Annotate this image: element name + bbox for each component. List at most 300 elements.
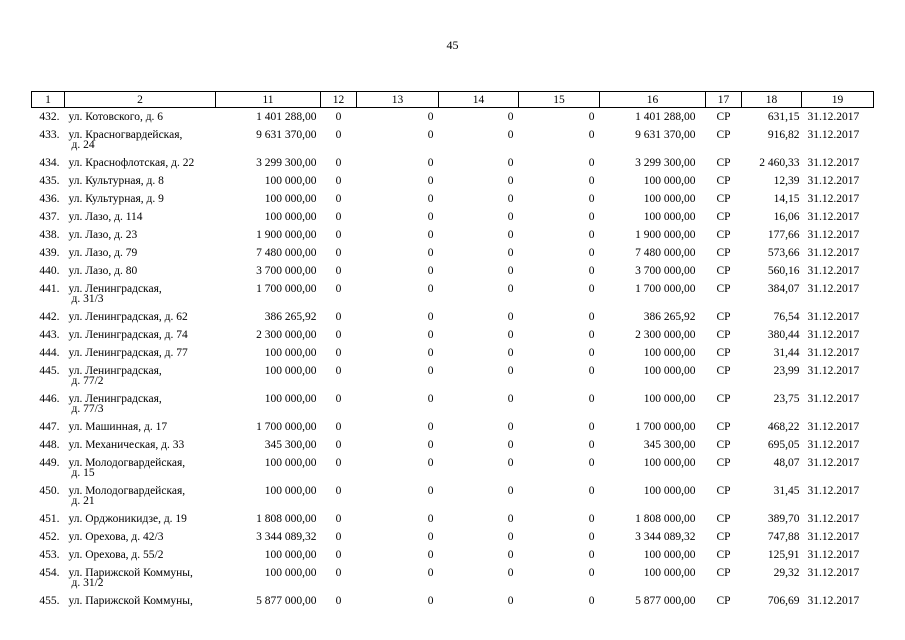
col13-cell: 0 bbox=[427, 311, 434, 323]
address-line: ул. Ленинградская, д. 74 bbox=[68, 329, 188, 341]
date-cell: 31.12.2017 bbox=[807, 329, 860, 341]
address-cell bbox=[65, 190, 216, 208]
col12-cell: 0 bbox=[335, 567, 342, 579]
col14-cell: 0 bbox=[507, 247, 514, 259]
col14-cell: 0 bbox=[507, 129, 514, 141]
price-cell: 380,44 bbox=[767, 329, 800, 341]
row-number: 446. bbox=[39, 393, 60, 405]
address-cell bbox=[65, 362, 216, 390]
col15-cell: 0 bbox=[588, 211, 595, 223]
address-cell bbox=[65, 510, 216, 528]
col12-cell: 0 bbox=[335, 129, 342, 141]
col15-cell: 0 bbox=[588, 129, 595, 141]
col12-cell: 0 bbox=[335, 311, 342, 323]
price-cell: 31,44 bbox=[773, 347, 800, 359]
price-cell: 14,15 bbox=[773, 193, 800, 205]
total-cell: 5 877 000,00 bbox=[635, 595, 696, 607]
col12-cell: 0 bbox=[335, 457, 342, 469]
price-cell: 29,32 bbox=[773, 567, 800, 579]
address-line: ул. Лазо, д. 23 bbox=[68, 229, 138, 241]
col12-cell: 0 bbox=[335, 265, 342, 277]
column-header: 12 bbox=[321, 92, 357, 108]
date-cell: 31.12.2017 bbox=[807, 567, 860, 579]
col14-cell: 0 bbox=[507, 329, 514, 341]
col14-cell: 0 bbox=[507, 211, 514, 223]
address-line: ул. Парижской Коммуны, bbox=[68, 595, 193, 607]
address-line: ул. Орехова, д. 42/3 bbox=[68, 531, 164, 543]
row-number: 444. bbox=[39, 347, 60, 359]
address-line: ул. Орджоникидзе, д. 19 bbox=[68, 513, 187, 525]
total-cell: 7 480 000,00 bbox=[635, 247, 696, 259]
address-cell bbox=[65, 308, 216, 326]
col13-cell: 0 bbox=[427, 457, 434, 469]
col14-cell: 0 bbox=[507, 567, 514, 579]
address-line: д. 31/3 bbox=[71, 293, 104, 305]
col13-cell: 0 bbox=[427, 193, 434, 205]
column-header: 2 bbox=[65, 92, 216, 108]
col14-cell: 0 bbox=[507, 421, 514, 433]
address-cell bbox=[65, 436, 216, 454]
row-number: 451. bbox=[39, 513, 60, 525]
col15-cell: 0 bbox=[588, 513, 595, 525]
date-cell: 31.12.2017 bbox=[807, 365, 860, 377]
col13-cell: 0 bbox=[427, 129, 434, 141]
col12-cell: 0 bbox=[335, 439, 342, 451]
col15-cell: 0 bbox=[588, 347, 595, 359]
address-cell bbox=[65, 564, 216, 592]
price-cell: 468,22 bbox=[767, 421, 800, 433]
source-cell: СР bbox=[716, 457, 731, 469]
col14-cell: 0 bbox=[507, 311, 514, 323]
col15-cell: 0 bbox=[588, 393, 595, 405]
col13-cell: 0 bbox=[427, 247, 434, 259]
total-cell: 9 631 370,00 bbox=[635, 129, 696, 141]
sum-cell: 100 000,00 bbox=[264, 175, 317, 187]
col12-cell: 0 bbox=[335, 347, 342, 359]
sum-cell: 100 000,00 bbox=[264, 193, 317, 205]
address-line: д. 24 bbox=[71, 139, 95, 151]
table-row bbox=[32, 564, 874, 592]
source-cell: СР bbox=[716, 329, 731, 341]
address-line: ул. Лазо, д. 80 bbox=[68, 265, 138, 277]
table-row bbox=[32, 280, 874, 308]
address-line: ул. Ленинградская, bbox=[68, 365, 162, 377]
price-cell: 573,66 bbox=[767, 247, 800, 259]
row-number: 440. bbox=[39, 265, 60, 277]
col15-cell: 0 bbox=[588, 595, 595, 607]
address-line: ул. Парижской Коммуны, bbox=[68, 567, 193, 579]
col12-cell: 0 bbox=[335, 531, 342, 543]
address-line: ул. Краснофлотская, д. 22 bbox=[68, 157, 195, 169]
date-cell: 31.12.2017 bbox=[807, 595, 860, 607]
total-cell: 100 000,00 bbox=[643, 393, 696, 405]
address-line: ул. Лазо, д. 79 bbox=[68, 247, 138, 259]
total-cell: 3 299 300,00 bbox=[635, 157, 696, 169]
col15-cell: 0 bbox=[588, 457, 595, 469]
address-line: д. 77/2 bbox=[71, 375, 104, 387]
address-cell bbox=[65, 244, 216, 262]
address-cell bbox=[65, 126, 216, 154]
table-row bbox=[32, 326, 874, 344]
date-cell: 31.12.2017 bbox=[807, 439, 860, 451]
address-cell bbox=[65, 326, 216, 344]
row-number: 448. bbox=[39, 439, 60, 451]
sum-cell: 2 300 000,00 bbox=[256, 329, 317, 341]
row-number: 450. bbox=[39, 485, 60, 497]
table-row bbox=[32, 418, 874, 436]
col15-cell: 0 bbox=[588, 229, 595, 241]
table-row bbox=[32, 154, 874, 172]
table-row bbox=[32, 262, 874, 280]
date-cell: 31.12.2017 bbox=[807, 531, 860, 543]
address-line: ул. Ленинградская, д. 77 bbox=[68, 347, 188, 359]
sum-cell: 9 631 370,00 bbox=[256, 129, 317, 141]
date-cell: 31.12.2017 bbox=[807, 393, 860, 405]
total-cell: 1 700 000,00 bbox=[635, 283, 696, 295]
total-cell: 100 000,00 bbox=[643, 549, 696, 561]
address-line: ул. Культурная, д. 9 bbox=[68, 193, 164, 205]
col14-cell: 0 bbox=[507, 595, 514, 607]
total-cell: 386 265,92 bbox=[643, 311, 696, 323]
sum-cell: 100 000,00 bbox=[264, 485, 317, 497]
sum-cell: 1 808 000,00 bbox=[256, 513, 317, 525]
sum-cell: 100 000,00 bbox=[264, 549, 317, 561]
col14-cell: 0 bbox=[507, 513, 514, 525]
col13-cell: 0 bbox=[427, 531, 434, 543]
row-number: 452. bbox=[39, 531, 60, 543]
col13-cell: 0 bbox=[427, 111, 434, 123]
col12-cell: 0 bbox=[335, 513, 342, 525]
column-header: 1 bbox=[32, 92, 65, 108]
address-cell bbox=[65, 280, 216, 308]
col15-cell: 0 bbox=[588, 157, 595, 169]
sum-cell: 7 480 000,00 bbox=[256, 247, 317, 259]
row-number: 438. bbox=[39, 229, 60, 241]
address-line: ул. Механическая, д. 33 bbox=[68, 439, 185, 451]
col12-cell: 0 bbox=[335, 211, 342, 223]
col14-cell: 0 bbox=[507, 393, 514, 405]
sum-cell: 100 000,00 bbox=[264, 457, 317, 469]
col14-cell: 0 bbox=[507, 193, 514, 205]
col14-cell: 0 bbox=[507, 175, 514, 187]
total-cell: 100 000,00 bbox=[643, 567, 696, 579]
col12-cell: 0 bbox=[335, 329, 342, 341]
date-cell: 31.12.2017 bbox=[807, 111, 860, 123]
price-cell: 23,75 bbox=[773, 393, 800, 405]
address-line: ул. Красногвардейская, bbox=[68, 129, 183, 141]
column-header: 17 bbox=[706, 92, 742, 108]
address-cell bbox=[65, 546, 216, 564]
table-row bbox=[32, 362, 874, 390]
page-number: 45 bbox=[446, 38, 459, 52]
col14-cell: 0 bbox=[507, 457, 514, 469]
sum-cell: 100 000,00 bbox=[264, 211, 317, 223]
address-line: ул. Котовского, д. 6 bbox=[68, 111, 164, 123]
address-cell bbox=[65, 390, 216, 418]
source-cell: СР bbox=[716, 111, 731, 123]
date-cell: 31.12.2017 bbox=[807, 513, 860, 525]
col12-cell: 0 bbox=[335, 193, 342, 205]
col13-cell: 0 bbox=[427, 439, 434, 451]
source-cell: СР bbox=[716, 513, 731, 525]
col12-cell: 0 bbox=[335, 393, 342, 405]
col13-cell: 0 bbox=[427, 329, 434, 341]
source-cell: СР bbox=[716, 421, 731, 433]
source-cell: СР bbox=[716, 211, 731, 223]
total-cell: 1 900 000,00 bbox=[635, 229, 696, 241]
price-cell: 706,69 bbox=[767, 595, 800, 607]
column-header: 19 bbox=[802, 92, 874, 108]
price-cell: 16,06 bbox=[773, 211, 800, 223]
table-body bbox=[32, 108, 874, 611]
table-row bbox=[32, 592, 874, 610]
date-cell: 31.12.2017 bbox=[807, 283, 860, 295]
row-number: 436. bbox=[39, 193, 60, 205]
col13-cell: 0 bbox=[427, 549, 434, 561]
address-cell bbox=[65, 208, 216, 226]
total-cell: 3 344 089,32 bbox=[635, 531, 696, 543]
source-cell: СР bbox=[716, 311, 731, 323]
column-header: 13 bbox=[357, 92, 439, 108]
date-cell: 31.12.2017 bbox=[807, 549, 860, 561]
row-number: 445. bbox=[39, 365, 60, 377]
sum-cell: 1 401 288,00 bbox=[256, 111, 317, 123]
column-header: 18 bbox=[742, 92, 802, 108]
date-cell: 31.12.2017 bbox=[807, 175, 860, 187]
source-cell: СР bbox=[716, 283, 731, 295]
col13-cell: 0 bbox=[427, 211, 434, 223]
date-cell: 31.12.2017 bbox=[807, 457, 860, 469]
source-cell: СР bbox=[716, 365, 731, 377]
total-cell: 3 700 000,00 bbox=[635, 265, 696, 277]
table-row bbox=[32, 454, 874, 482]
total-cell: 100 000,00 bbox=[643, 175, 696, 187]
col13-cell: 0 bbox=[427, 157, 434, 169]
column-header: 14 bbox=[439, 92, 519, 108]
address-line: д. 21 bbox=[71, 495, 95, 507]
address-line: д. 31/2 bbox=[71, 577, 104, 589]
row-number: 437. bbox=[39, 211, 60, 223]
address-line: ул. Ленинградская, bbox=[68, 393, 162, 405]
price-cell: 48,07 bbox=[773, 457, 800, 469]
source-cell: СР bbox=[716, 193, 731, 205]
table-row bbox=[32, 436, 874, 454]
total-cell: 100 000,00 bbox=[643, 485, 696, 497]
price-cell: 12,39 bbox=[773, 175, 800, 187]
col13-cell: 0 bbox=[427, 229, 434, 241]
row-number: 442. bbox=[39, 311, 60, 323]
column-header: 15 bbox=[519, 92, 600, 108]
col12-cell: 0 bbox=[335, 229, 342, 241]
table-row bbox=[32, 226, 874, 244]
address-line: ул. Лазо, д. 114 bbox=[68, 211, 143, 223]
col14-cell: 0 bbox=[507, 229, 514, 241]
sum-cell: 3 344 089,32 bbox=[256, 531, 317, 543]
total-cell: 1 401 288,00 bbox=[635, 111, 696, 123]
source-cell: СР bbox=[716, 439, 731, 451]
row-number: 453. bbox=[39, 549, 60, 561]
source-cell: СР bbox=[716, 229, 731, 241]
col15-cell: 0 bbox=[588, 365, 595, 377]
row-number: 454. bbox=[39, 567, 60, 579]
date-cell: 31.12.2017 bbox=[807, 421, 860, 433]
price-cell: 631,15 bbox=[767, 111, 800, 123]
date-cell: 31.12.2017 bbox=[807, 229, 860, 241]
header-row bbox=[32, 92, 874, 108]
source-cell: СР bbox=[716, 567, 731, 579]
sum-cell: 100 000,00 bbox=[264, 393, 317, 405]
sum-cell: 345 300,00 bbox=[264, 439, 317, 451]
sum-cell: 5 877 000,00 bbox=[256, 595, 317, 607]
row-number: 447. bbox=[39, 421, 60, 433]
address-cell bbox=[65, 108, 216, 127]
col15-cell: 0 bbox=[588, 111, 595, 123]
date-cell: 31.12.2017 bbox=[807, 211, 860, 223]
address-line: ул. Культурная, д. 8 bbox=[68, 175, 164, 187]
col14-cell: 0 bbox=[507, 531, 514, 543]
table-row bbox=[32, 546, 874, 564]
total-cell: 2 300 000,00 bbox=[635, 329, 696, 341]
col13-cell: 0 bbox=[427, 595, 434, 607]
source-cell: СР bbox=[716, 595, 731, 607]
source-cell: СР bbox=[716, 247, 731, 259]
source-cell: СР bbox=[716, 175, 731, 187]
sum-cell: 100 000,00 bbox=[264, 365, 317, 377]
total-cell: 100 000,00 bbox=[643, 365, 696, 377]
col14-cell: 0 bbox=[507, 439, 514, 451]
address-line: ул. Молодогвардейская, bbox=[68, 485, 186, 497]
total-cell: 100 000,00 bbox=[643, 457, 696, 469]
price-cell: 916,82 bbox=[767, 129, 800, 141]
address-line: ул. Машинная, д. 17 bbox=[68, 421, 168, 433]
col14-cell: 0 bbox=[507, 549, 514, 561]
price-cell: 177,66 bbox=[767, 229, 800, 241]
row-number: 435. bbox=[39, 175, 60, 187]
price-cell: 2 460,33 bbox=[759, 157, 800, 169]
row-number: 449. bbox=[39, 457, 60, 469]
address-cell bbox=[65, 528, 216, 546]
address-cell bbox=[65, 226, 216, 244]
row-number: 433. bbox=[39, 129, 60, 141]
col15-cell: 0 bbox=[588, 283, 595, 295]
address-cell bbox=[65, 262, 216, 280]
col14-cell: 0 bbox=[507, 347, 514, 359]
date-cell: 31.12.2017 bbox=[807, 265, 860, 277]
price-cell: 31,45 bbox=[773, 485, 800, 497]
price-cell: 695,05 bbox=[767, 439, 800, 451]
source-cell: СР bbox=[716, 129, 731, 141]
table-row bbox=[32, 344, 874, 362]
col12-cell: 0 bbox=[335, 283, 342, 295]
address-line: д. 15 bbox=[71, 467, 95, 479]
col15-cell: 0 bbox=[588, 421, 595, 433]
sum-cell: 100 000,00 bbox=[264, 347, 317, 359]
sum-cell: 3 700 000,00 bbox=[256, 265, 317, 277]
date-cell: 31.12.2017 bbox=[807, 129, 860, 141]
col14-cell: 0 bbox=[507, 365, 514, 377]
row-number: 434. bbox=[39, 157, 60, 169]
price-cell: 125,91 bbox=[767, 549, 800, 561]
address-line: ул. Молодогвардейская, bbox=[68, 457, 186, 469]
table-row bbox=[32, 244, 874, 262]
col15-cell: 0 bbox=[588, 439, 595, 451]
sum-cell: 386 265,92 bbox=[264, 311, 317, 323]
col12-cell: 0 bbox=[335, 421, 342, 433]
address-cell bbox=[65, 154, 216, 172]
source-cell: СР bbox=[716, 347, 731, 359]
col15-cell: 0 bbox=[588, 175, 595, 187]
total-cell: 100 000,00 bbox=[643, 193, 696, 205]
col13-cell: 0 bbox=[427, 567, 434, 579]
sum-cell: 100 000,00 bbox=[264, 567, 317, 579]
col12-cell: 0 bbox=[335, 111, 342, 123]
table-row bbox=[32, 308, 874, 326]
table-row bbox=[32, 190, 874, 208]
col13-cell: 0 bbox=[427, 283, 434, 295]
col14-cell: 0 bbox=[507, 157, 514, 169]
table-row bbox=[32, 108, 874, 127]
col12-cell: 0 bbox=[335, 247, 342, 259]
address-cell bbox=[65, 172, 216, 190]
address-line: ул. Ленинградская, д. 62 bbox=[68, 311, 188, 323]
col15-cell: 0 bbox=[588, 531, 595, 543]
price-cell: 560,16 bbox=[767, 265, 800, 277]
date-cell: 31.12.2017 bbox=[807, 157, 860, 169]
col13-cell: 0 bbox=[427, 265, 434, 277]
sum-cell: 1 700 000,00 bbox=[256, 421, 317, 433]
date-cell: 31.12.2017 bbox=[807, 247, 860, 259]
date-cell: 31.12.2017 bbox=[807, 485, 860, 497]
table-row bbox=[32, 390, 874, 418]
col15-cell: 0 bbox=[588, 567, 595, 579]
address-cell bbox=[65, 454, 216, 482]
col13-cell: 0 bbox=[427, 421, 434, 433]
col13-cell: 0 bbox=[427, 393, 434, 405]
address-cell bbox=[65, 418, 216, 436]
column-header: 16 bbox=[600, 92, 706, 108]
col13-cell: 0 bbox=[427, 513, 434, 525]
address-cell bbox=[65, 482, 216, 510]
col13-cell: 0 bbox=[427, 347, 434, 359]
col12-cell: 0 bbox=[335, 485, 342, 497]
date-cell: 31.12.2017 bbox=[807, 311, 860, 323]
price-cell: 23,99 bbox=[773, 365, 800, 377]
table-row bbox=[32, 510, 874, 528]
col14-cell: 0 bbox=[507, 265, 514, 277]
col14-cell: 0 bbox=[507, 283, 514, 295]
table-row bbox=[32, 172, 874, 190]
col12-cell: 0 bbox=[335, 595, 342, 607]
register-table bbox=[31, 91, 874, 610]
address-cell bbox=[65, 344, 216, 362]
address-line: ул. Орехова, д. 55/2 bbox=[68, 549, 164, 561]
col15-cell: 0 bbox=[588, 247, 595, 259]
total-cell: 100 000,00 bbox=[643, 211, 696, 223]
col15-cell: 0 bbox=[588, 329, 595, 341]
col12-cell: 0 bbox=[335, 175, 342, 187]
source-cell: СР bbox=[716, 157, 731, 169]
table-row bbox=[32, 126, 874, 154]
column-header: 11 bbox=[216, 92, 321, 108]
sum-cell: 1 900 000,00 bbox=[256, 229, 317, 241]
row-number: 455. bbox=[39, 595, 60, 607]
date-cell: 31.12.2017 bbox=[807, 347, 860, 359]
col12-cell: 0 bbox=[335, 549, 342, 561]
source-cell: СР bbox=[716, 549, 731, 561]
source-cell: СР bbox=[716, 531, 731, 543]
col13-cell: 0 bbox=[427, 175, 434, 187]
source-cell: СР bbox=[716, 485, 731, 497]
